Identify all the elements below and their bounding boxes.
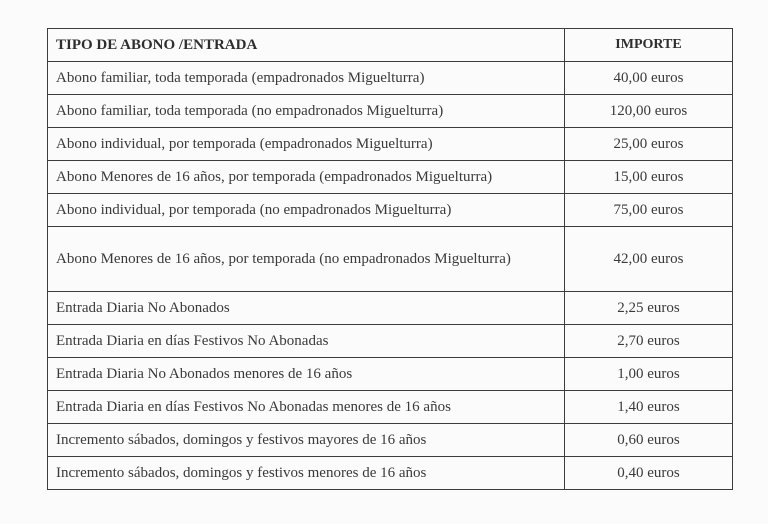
table-row	[48, 325, 733, 358]
row-amount: 40,00 euros	[565, 62, 733, 95]
table-row	[48, 128, 733, 161]
table-row	[48, 391, 733, 424]
table-row	[48, 227, 733, 292]
row-amount: 75,00 euros	[565, 194, 733, 227]
table-row	[48, 457, 733, 490]
row-type: Entrada Diaria en días Festivos No Abonadas	[48, 325, 565, 358]
table-row	[48, 62, 733, 95]
table-row	[48, 194, 733, 227]
row-type: Incremento sábados, domingos y festivos mayores de 16 años	[48, 424, 565, 457]
row-amount: 1,00 euros	[565, 358, 733, 391]
row-type: Abono individual, por temporada (empadronados Miguelturra)	[48, 128, 565, 161]
row-amount: 0,60 euros	[565, 424, 733, 457]
table-row	[48, 358, 733, 391]
table-row	[48, 292, 733, 325]
row-amount: 15,00 euros	[565, 161, 733, 194]
price-table	[47, 28, 733, 490]
row-amount: 2,25 euros	[565, 292, 733, 325]
row-amount: 2,70 euros	[565, 325, 733, 358]
row-type: Abono familiar, toda temporada (no empadronados Miguelturra)	[48, 95, 565, 128]
row-type: Entrada Diaria No Abonados menores de 16 años	[48, 358, 565, 391]
row-type: Abono Menores de 16 años, por temporada (empadronados Miguelturra)	[48, 161, 565, 194]
row-amount: 25,00 euros	[565, 128, 733, 161]
table-header-row	[48, 29, 733, 62]
table-row	[48, 424, 733, 457]
row-type: Abono familiar, toda temporada (empadronados Miguelturra)	[48, 62, 565, 95]
row-amount: 0,40 euros	[565, 457, 733, 490]
header-amount: IMPORTE	[565, 29, 733, 62]
table-row	[48, 161, 733, 194]
row-type: Entrada Diaria No Abonados	[48, 292, 565, 325]
row-amount: 1,40 euros	[565, 391, 733, 424]
row-amount: 120,00 euros	[565, 95, 733, 128]
row-type: Incremento sábados, domingos y festivos menores de 16 años	[48, 457, 565, 490]
row-amount: 42,00 euros	[565, 227, 733, 292]
row-type: Abono Menores de 16 años, por temporada (no empadronados Miguelturra)	[48, 227, 565, 292]
table-row	[48, 95, 733, 128]
header-type: TIPO DE ABONO /ENTRADA	[48, 29, 565, 62]
row-type: Abono individual, por temporada (no empadronados Miguelturra)	[48, 194, 565, 227]
row-type: Entrada Diaria en días Festivos No Abonadas menores de 16 años	[48, 391, 565, 424]
